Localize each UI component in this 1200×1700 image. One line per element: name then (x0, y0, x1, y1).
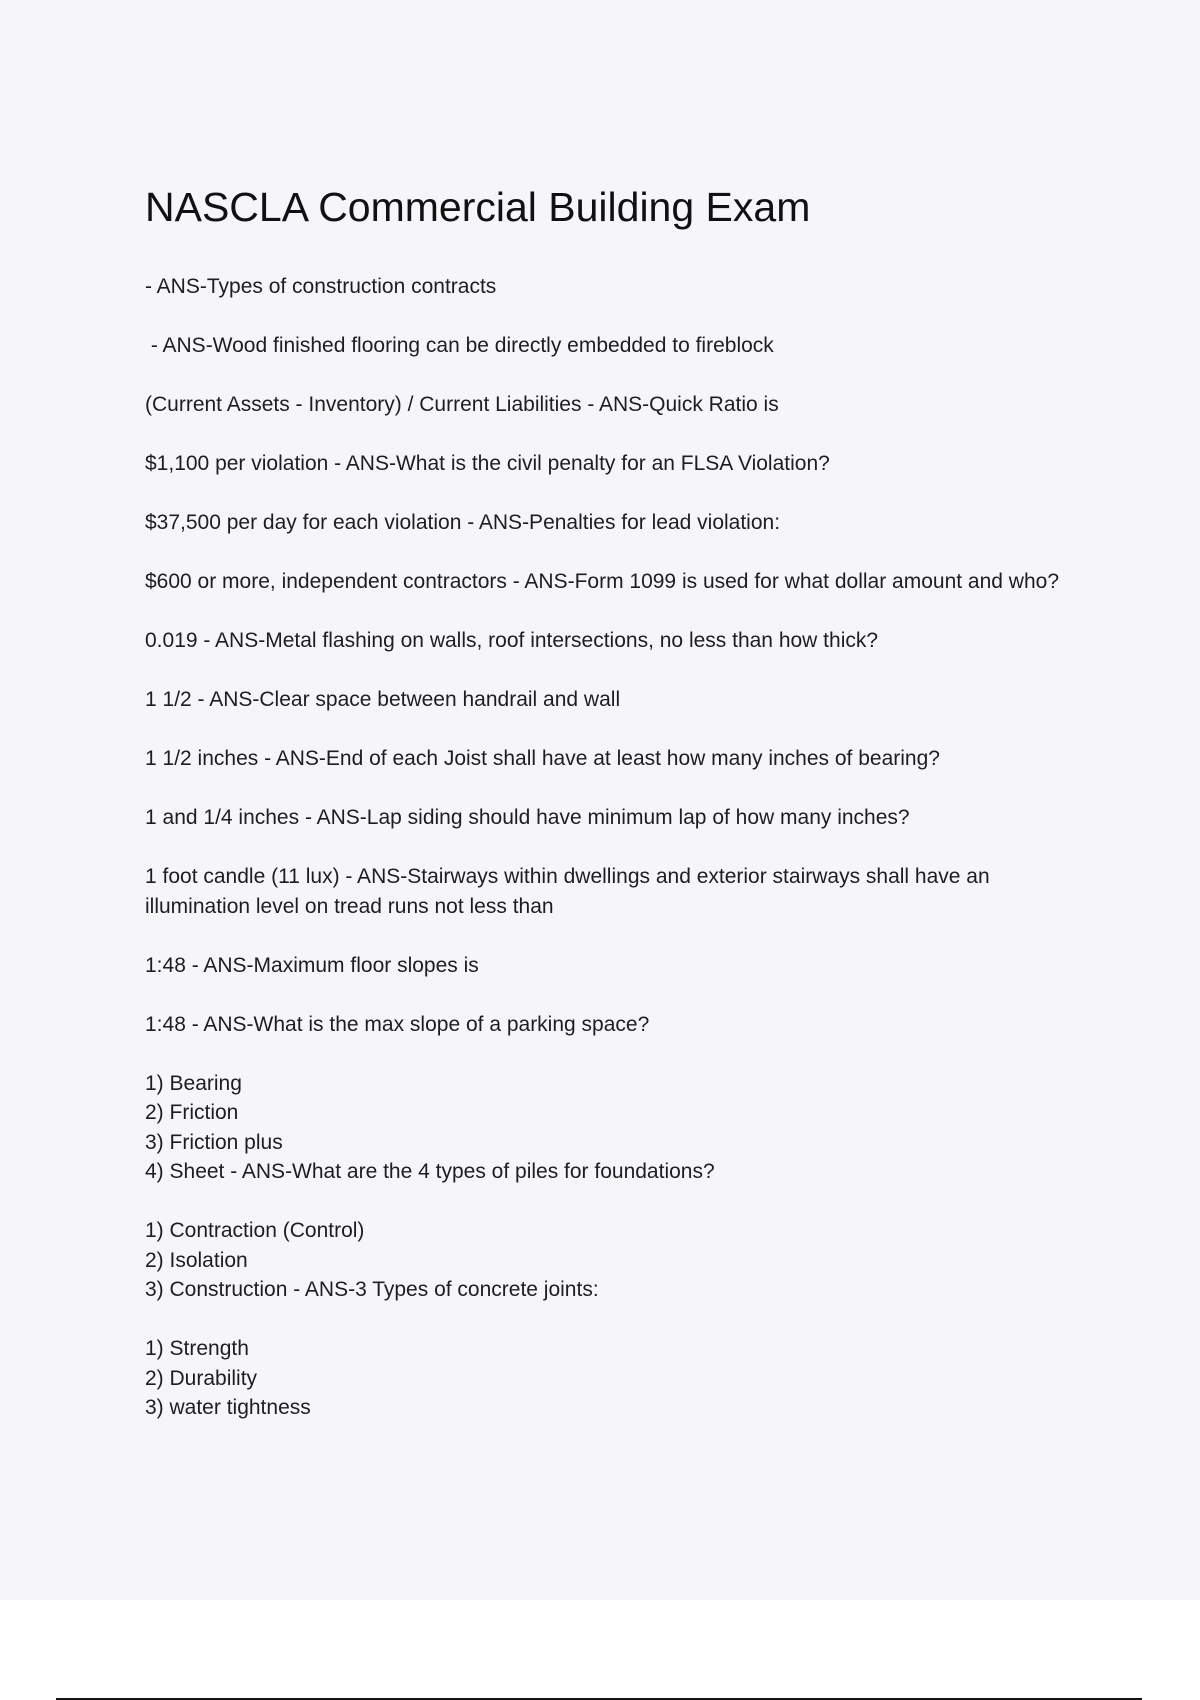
qa-item: 1 foot candle (11 lux) - ANS-Stairways within dwellings and exterior stairways shall have an illumination level on tread runs not less than (145, 865, 996, 918)
qa-item: $600 or more, independent contractors - ANS-Form 1099 is used for what dollar amount and who? (145, 570, 1060, 593)
qa-item: 1:48 - ANS-What is the max slope of a parking space? (145, 1012, 650, 1036)
qa-item: $37,500 per day for each violation - ANS-Penalties for lead violation: (145, 511, 781, 534)
qa-item: 0.019 - ANS-Metal flashing on walls, roof intersections, no less than how thick? (145, 629, 879, 652)
qa-item: 1 1/2 inches - ANS-End of each Joist shall have at least how many inches of bearing? (145, 747, 940, 770)
qa-item: 1) Bearing 2) Friction 3) Friction plus 4) Sheet - ANS-What are the 4 types of piles for foundations? (145, 1071, 715, 1183)
qa-item: 1:48 - ANS-Maximum floor slopes is (145, 953, 479, 977)
qa-item: (Current Assets - Inventory) / Current Liabilities - ANS-Quick Ratio is (145, 393, 779, 416)
qa-item: 1 and 1/4 inches - ANS-Lap siding should have minimum lap of how many inches? (145, 806, 910, 829)
qa-item: 1) Contraction (Control) 2) Isolation 3) Construction - ANS-3 Types of concrete joints: (145, 1219, 599, 1301)
qa-item: 1) Strength 2) Durability 3) water tightness (145, 1337, 311, 1419)
qa-item: 1 1/2 - ANS-Clear space between handrail and wall (145, 688, 621, 711)
qa-item: $1,100 per violation - ANS-What is the civil penalty for an FLSA Violation? (145, 452, 830, 475)
qa-item: - ANS-Types of construction contracts (145, 275, 497, 298)
document-title: NASCLA Commercial Building Exam (145, 184, 811, 230)
qa-item: - ANS-Wood finished flooring can be directly embedded to fireblock (145, 334, 774, 357)
document-content (145, 182, 1085, 1452)
